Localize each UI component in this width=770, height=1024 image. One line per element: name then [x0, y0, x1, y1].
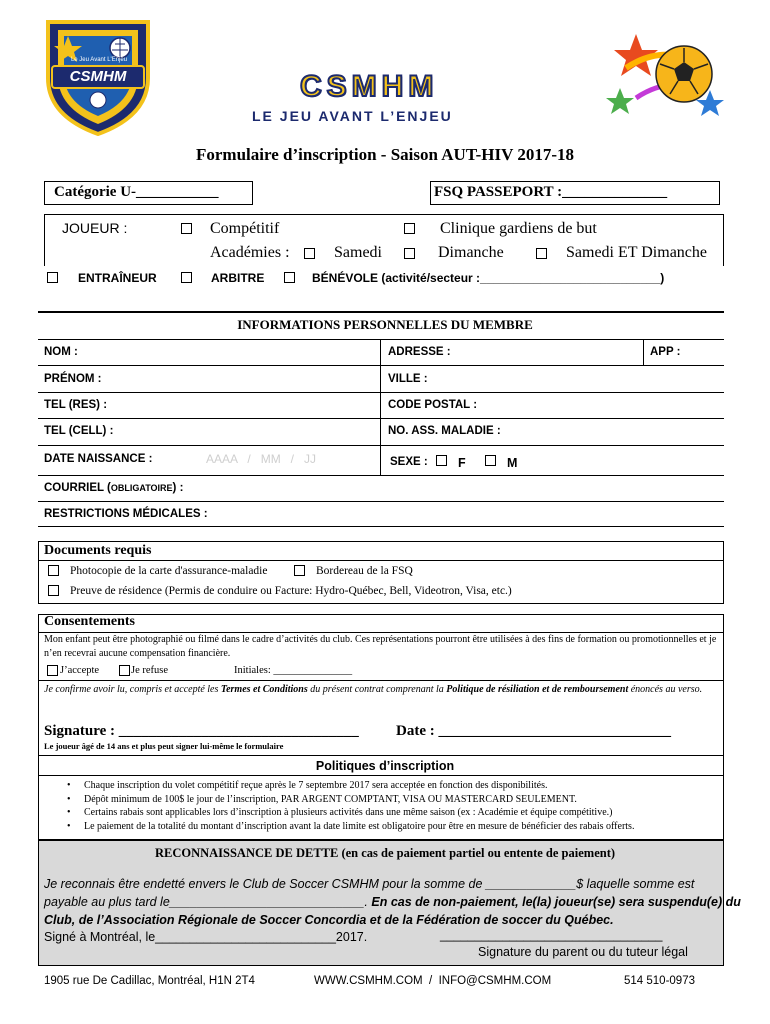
debt-title: RECONNAISSANCE DE DETTE (en cas de paiement partiel ou entente de paiement)	[154, 846, 616, 860]
competitif-label: Compétitif	[210, 220, 280, 237]
ville-field[interactable]: VILLE :	[388, 373, 428, 385]
debt-line-3: Club, de l’Association Régionale de Soccer Concordia et de la Fédération de soccer du Québec.	[44, 913, 614, 927]
adresse-field[interactable]: ADRESSE :	[388, 346, 451, 358]
app-field[interactable]: APP :	[650, 346, 681, 358]
logo-badge-ribbon: Le Jeu Avant L'Enjeu	[70, 57, 128, 63]
courriel-obligatoire: OBLIGATOIRE	[110, 483, 173, 493]
preuve-residence-checkbox[interactable]	[48, 585, 59, 596]
prenom-field[interactable]: PRÉNOM :	[44, 373, 102, 385]
date-naissance-input[interactable]: AAAA / MM / JJ	[206, 452, 317, 466]
entraineur-label: ENTRAÎNEUR	[78, 271, 157, 285]
bordereau-checkbox[interactable]	[294, 565, 305, 576]
confirm-text-c: du présent contrat comprenant la	[307, 684, 447, 695]
dimanche-label: Dimanche	[438, 244, 504, 261]
competitif-checkbox[interactable]	[181, 223, 192, 234]
benevole-label: BÉNÉVOLE (activité/secteur :___________________________)	[312, 271, 665, 285]
debt-signed-date[interactable]: Signé à Montréal, le__________________________2017.	[44, 930, 368, 944]
accepte-label: J’accepte	[60, 665, 100, 676]
logo-badge-text: CSMHM	[69, 68, 127, 85]
arbitre-label: ARBITRE	[211, 271, 265, 285]
samedi-checkbox[interactable]	[304, 248, 315, 259]
samedi-dimanche-label: Samedi ET Dimanche	[566, 244, 707, 261]
sexe-f-checkbox[interactable]	[436, 455, 447, 466]
tel-res-field[interactable]: TEL (RES) :	[44, 399, 108, 411]
passeport-label: FSQ PASSEPORT :______________	[434, 184, 668, 200]
bordereau-label: Bordereau de la FSQ	[316, 565, 413, 577]
consent-text: Mon enfant peut être photographié ou filmé dans le cadre d’activités du club. Ces représentations pourront être utilisées à des fins de formation ou promotionnelles et je n’en recevrai aucune compensation financière.	[44, 634, 717, 659]
samedi-label: Samedi	[334, 244, 382, 261]
policy-item: • Chaque inscription du volet compétitif reçue après le 7 septembre 2017 sera acceptée en fonction des disponibilités.	[60, 779, 720, 793]
courriel-field[interactable]	[44, 482, 183, 494]
sexe-f-label: F	[458, 456, 466, 470]
preuve-residence-label: Preuve de résidence (Permis de conduire ou Facture: Hydro-Québec, Bell, Videotron, Visa, etc.)	[70, 585, 512, 597]
parent-signature-line[interactable]: ________________________________	[440, 928, 663, 942]
code-postal-field[interactable]: CODE POSTAL :	[388, 399, 478, 411]
form-title: Formulaire d’inscription - Saison AUT-HIV 2017-18	[196, 145, 574, 164]
confirm-text-e: énoncés au verso.	[628, 684, 703, 695]
footer-address: 1905 rue De Cadillac, Montréal, H1N 2T4	[44, 975, 255, 987]
payable-date-field[interactable]: payable au plus tard le____________________________.	[44, 895, 372, 909]
debt-line-1: Je reconnais être endetté envers le Club de Soccer CSMHM pour la somme de _____________$ laquelle somme est	[44, 877, 695, 891]
sexe-label: SEXE :	[390, 456, 428, 468]
passeport-field[interactable]	[430, 181, 720, 205]
debt-warning: En cas de non-paiement, le(la) joueur(se) sera suspendu(e) du	[371, 895, 741, 909]
accepte-checkbox[interactable]	[47, 665, 58, 676]
entraineur-checkbox[interactable]	[47, 272, 58, 283]
academies-label: Académies :	[210, 244, 290, 261]
assurance-maladie-field[interactable]: NO. ASS. MALADIE :	[388, 425, 501, 437]
consent-title: Consentements	[44, 614, 135, 629]
sexe-m-checkbox[interactable]	[485, 455, 496, 466]
policy-link[interactable]: Politique de résiliation et de remboursement	[446, 684, 629, 695]
divider	[38, 311, 724, 313]
documents-title: Documents requis	[44, 543, 152, 558]
categorie-label: Catégorie U-___________	[54, 184, 219, 200]
refuse-label: Je refuse	[131, 665, 169, 676]
nom-field[interactable]: NOM :	[44, 346, 78, 358]
terms-link[interactable]: Termes et Conditions	[220, 684, 308, 695]
photocopie-checkbox[interactable]	[48, 565, 59, 576]
initiales-field[interactable]: Initiales: _______________	[234, 665, 353, 676]
categorie-field[interactable]	[44, 181, 253, 205]
photocopie-label: Photocopie de la carte d'assurance-maladie	[70, 565, 268, 577]
soccer-ball-decoration	[606, 28, 732, 140]
confirm-text-a: Je confirme avoir lu, compris et accepté les	[44, 684, 221, 695]
brand-tagline: LE JEU AVANT L’ENJEU	[252, 108, 453, 124]
clinique-label: Clinique gardiens de but	[440, 220, 597, 237]
sexe-m-label: M	[507, 456, 518, 470]
club-logo	[42, 18, 154, 136]
policy-item: • Dépôt minimum de 100$ le jour de l’inscription, PAR ARGENT COMPTANT, VISA OU MASTERCARD SEULEMENT.	[60, 793, 720, 807]
refuse-checkbox[interactable]	[119, 665, 130, 676]
samedi-dimanche-checkbox[interactable]	[536, 248, 547, 259]
footer-phone: 514 510-0973	[624, 975, 695, 987]
arbitre-checkbox[interactable]	[181, 272, 192, 283]
policy-item: • Certains rabais sont applicables lors d’inscription à plusieurs activités dans une même saison (ex : Académie et équipe compétitive.)	[60, 806, 720, 820]
personal-info-table	[38, 339, 724, 527]
benevole-checkbox[interactable]	[284, 272, 295, 283]
signature-field[interactable]: Signature : ________________________________	[44, 723, 359, 739]
terms-confirmation	[44, 683, 720, 697]
courriel-end: ) :	[172, 482, 184, 494]
debt-line-2	[44, 895, 741, 909]
parent-signature-label: Signature du parent ou du tuteur légal	[478, 945, 688, 959]
dimanche-checkbox[interactable]	[404, 248, 415, 259]
date-field[interactable]: Date : _______________________________	[396, 723, 671, 739]
tel-cell-field[interactable]: TEL (CELL) :	[44, 425, 114, 437]
policies-title: Politiques d’inscription	[315, 759, 455, 773]
brand-title: CSMHM	[300, 70, 439, 103]
soccer-ball-icon	[606, 28, 732, 140]
courriel-label: COURRIEL (	[44, 482, 111, 494]
clinique-checkbox[interactable]	[404, 223, 415, 234]
restrictions-medicales-field[interactable]: RESTRICTIONS MÉDICALES :	[44, 508, 208, 520]
footer-web-email[interactable]: WWW.CSMHM.COM / INFO@CSMHM.COM	[314, 975, 552, 987]
personal-section-title: INFORMATIONS PERSONNELLES DU MEMBRE	[237, 317, 533, 332]
age-note: Le joueur âgé de 14 ans et plus peut signer lui-même le formulaire	[44, 741, 284, 751]
date-naissance-label: DATE NAISSANCE :	[44, 453, 153, 465]
policies-list	[60, 779, 720, 833]
policy-item: • Le paiement de la totalité du montant d’inscription avant la date limite est obligatoire pour être en mesure de bénéficier des rabais offerts.	[60, 820, 720, 834]
joueur-label: JOUEUR :	[62, 220, 128, 236]
